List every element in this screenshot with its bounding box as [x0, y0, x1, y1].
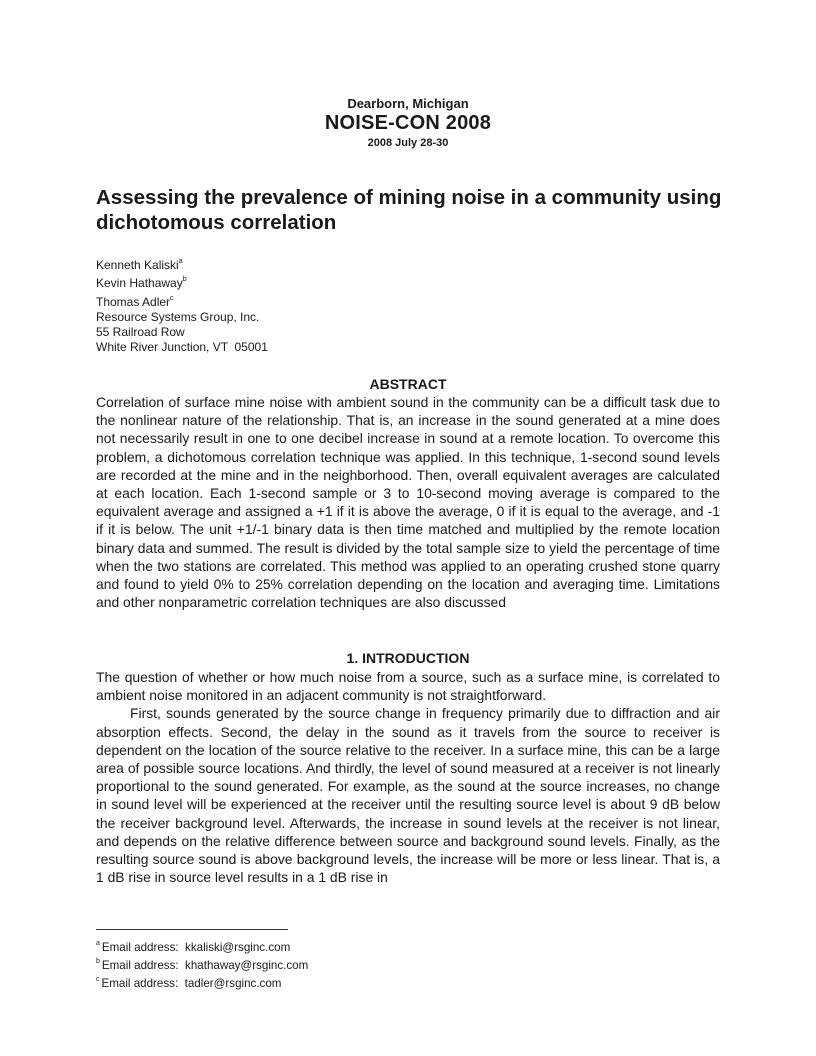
footnote-label: Email address:: [101, 958, 179, 972]
footnotes: [96, 937, 308, 991]
author-1: [96, 255, 268, 273]
author-2: [96, 273, 268, 291]
abstract-heading: ABSTRACT: [369, 376, 447, 392]
introduction-heading: 1. INTRODUCTION: [346, 650, 470, 666]
author-mark: a: [178, 258, 183, 265]
author-name: Thomas Adler: [96, 294, 171, 309]
author-mark: c: [170, 294, 174, 302]
author-name: Kenneth Kaliski: [96, 258, 179, 272]
footnote-b: [96, 955, 308, 973]
author-name: Kevin Hathaway: [96, 276, 183, 291]
intro-paragraph-1: The question of whether or how much noise from a source, such as a surface mine, is correlated to ambient noise monitored in an adjacent community is not straightforward.: [96, 669, 720, 704]
conference-location: Dearborn, Michigan: [347, 96, 469, 111]
footnote-a: [96, 937, 308, 955]
footnote-email[interactable]: kkaliski@rsginc.com: [185, 940, 291, 954]
footnote-divider: [96, 929, 288, 930]
footnote-c: [96, 973, 308, 991]
footnote-mark: a: [96, 940, 100, 947]
affiliation-city: White River Junction, VT 05001: [96, 340, 268, 355]
footnote-mark: c: [96, 975, 100, 983]
footnote-email[interactable]: tadler@rsginc.com: [184, 976, 282, 990]
author-block: [96, 255, 268, 356]
conference-name: NOISE-CON 2008: [324, 112, 492, 134]
conference-date: 2008 July 28-30: [367, 137, 449, 149]
footnote-email[interactable]: khathaway@rsginc.com: [185, 958, 309, 972]
footnote-label: Email address:: [101, 976, 179, 990]
intro-paragraph-2: First, sounds generated by the source change in frequency primarily due to diffraction and air absorption effects. Second, the delay in the sound as it travels from the source to receiver is dependent on the location of the source relative to the receiver. In a surface mine, this can be a large area of possible source locations. And thirdly, the level of sound measured at a receiver is not linearly proportional to the sound generated. For example, as the sound at the source increases, no change in sound level will be experienced at the receiver until the resulting source level is about 9 dB below the receiver background level. Afterwards, the increase in sound levels at the receiver is not linear, and depends on the relative difference between source and background sound levels. Finally, as the resulting source sound is above background levels, the increase will be more or less linear. That is, a 1 dB rise in source level results in a 1 dB rise in: [96, 705, 720, 886]
author-3: [96, 292, 268, 310]
affiliation-organization: Resource Systems Group, Inc.: [96, 309, 260, 324]
author-mark: b: [182, 276, 187, 284]
abstract-paragraph: Correlation of surface mine noise with ambient sound in the community can be a difficult task due to the nonlinear nature of the relationship. That is, an increase in the sound generated at a mine does not necessarily result in one to one decibel increase in sound at a remote location. To overcome this problem, a dichotomous correlation technique was applied. In this technique, 1-second sound levels are recorded at the mine and in the neighborhood. Then, overall equivalent averages are calculated at each location. Each 1-second sample or 3 to 10-second moving average is compared to the equivalent average and assigned a +1 if it is above the average, 0 if it is equal to the average, and -1 if it is below. The unit +1/-1 binary data is then time matched and multiplied by the remote location binary data and summed. The result is divided by the total sample size to yield the percentage of time when the two stations are correlated. This method was applied to an operating crushed stone quarry and found to yield 0% to 25% correlation depending on the location and averaging time. Limitations and other nonparametric correlation techniques are also discussed: [96, 394, 720, 611]
abstract-text: [96, 393, 720, 611]
footnote-mark: b: [96, 957, 100, 965]
paper-title: Assessing the prevalence of mining noise in a community using dichotomous correlation: [96, 186, 722, 234]
affiliation-street: 55 Railroad Row: [96, 325, 185, 340]
introduction-text: [96, 668, 720, 886]
footnote-label: Email address:: [101, 940, 179, 954]
